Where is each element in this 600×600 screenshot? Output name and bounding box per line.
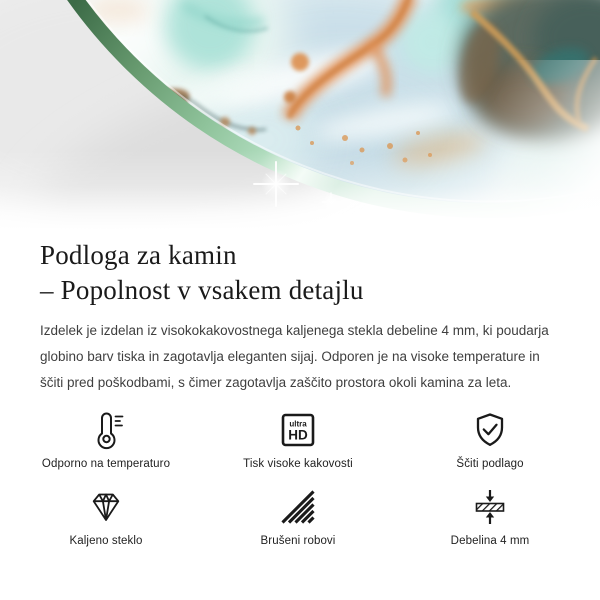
compressed-thickness-icon — [470, 487, 510, 527]
feature-temperature-resistant — [10, 410, 202, 470]
brushed-edges-icon — [278, 487, 318, 527]
feature-label: Odporno na temperaturo — [41, 458, 171, 470]
page-title — [40, 238, 570, 308]
feature-label: Ščiti podlago — [456, 458, 524, 470]
page-title-line1: Podloga za kamin — [40, 240, 237, 270]
feature-protects-surface — [394, 410, 586, 470]
ultra-hd-icon-text-top: ultra — [289, 419, 307, 429]
text-content — [0, 230, 600, 396]
feature-label: Brušeni robovi — [260, 535, 336, 547]
thermometer-icon — [86, 410, 126, 450]
product-photo — [0, 0, 600, 230]
feature-high-quality-print — [202, 410, 394, 470]
ultra-hd-icon-text-bottom: HD — [288, 427, 308, 443]
feature-thickness-4mm — [394, 487, 586, 547]
feature-label: Kaljeno steklo — [69, 535, 143, 547]
feature-label: Debelina 4 mm — [450, 535, 530, 547]
fade-overlay-bottom — [0, 145, 600, 230]
features-grid — [0, 410, 600, 547]
ultra-hd-icon — [278, 410, 318, 450]
diamond-icon — [86, 487, 126, 527]
product-description: Izdelek je izdelan iz visokokakovostnega kaljenega stekla debeline 4 mm, ki poudarja globino barv tiska in zagotavlja eleganten sijaj. Odporen je na visoke temperature in ščiti pred poškodbami, s čimer zagotavlja zaščito prostora okoli kamina za leta. — [40, 323, 549, 390]
shield-check-icon — [470, 410, 510, 450]
feature-tempered-glass — [10, 487, 202, 547]
glass-panel-artwork — [0, 0, 600, 230]
page-title-line2: – Popolnost v vsakem detajlu — [40, 275, 364, 305]
feature-polished-edges — [202, 487, 394, 547]
feature-label: Tisk visoke kakovosti — [243, 458, 353, 470]
